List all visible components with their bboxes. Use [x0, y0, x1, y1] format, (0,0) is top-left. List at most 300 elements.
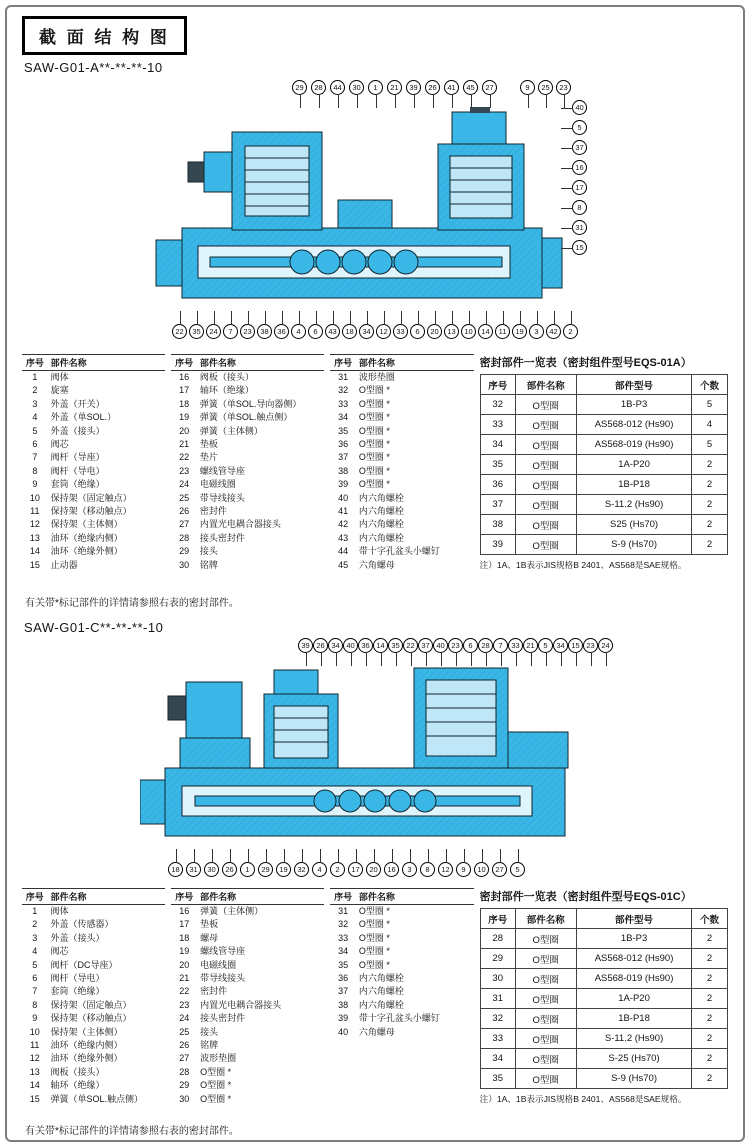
- part-no: 11: [30, 1040, 40, 1051]
- callout-circle: 9: [456, 862, 471, 877]
- parts-row: [171, 1052, 324, 1065]
- seal-part-name: O型圈: [515, 495, 576, 515]
- parts-row: [171, 1026, 324, 1039]
- part-name: 接头密封件: [200, 1013, 246, 1024]
- callout-circle: 21: [523, 638, 538, 653]
- part-name: 内置光电耦合器接头: [200, 999, 282, 1010]
- parts-table-c-col3: [330, 888, 473, 1039]
- valve-cross-section-a-drawing: [152, 106, 567, 341]
- callout-circle: 22: [172, 324, 187, 339]
- parts-row: [171, 451, 324, 464]
- seal-row: [480, 1029, 727, 1049]
- part-name: 波形垫圈: [358, 372, 395, 382]
- callout-circle: 17: [348, 862, 363, 877]
- part-name: 螺母: [200, 932, 219, 943]
- seal-header-cell: 部件型号: [576, 375, 692, 395]
- part-name: 电磁线圈: [199, 479, 236, 490]
- callout-circle: 15: [572, 240, 587, 255]
- seal-table-title-a: 密封部件一览表（密封组件型号EQS-01A）: [479, 357, 692, 369]
- part-no: 16: [179, 372, 190, 382]
- seal-table-a: [480, 374, 728, 555]
- part-no: 15: [29, 1093, 40, 1104]
- parts-row: [171, 945, 324, 958]
- part-no: 37: [338, 986, 349, 997]
- part-name: 阀芯: [50, 946, 69, 957]
- part-no: 12: [29, 519, 40, 530]
- callout-circle: 32: [294, 862, 309, 877]
- part-no: 36: [338, 439, 349, 450]
- callout-circle: 23: [556, 80, 571, 95]
- callout-circle: 30: [204, 862, 219, 877]
- model-label-a: SAW-G01-A**-**-**-10: [24, 60, 163, 75]
- callout-circle: 19: [276, 862, 291, 877]
- part-no: 11: [30, 506, 40, 517]
- part-no: 32: [338, 385, 349, 396]
- part-no: 6: [32, 439, 38, 450]
- part-no: 37: [338, 452, 349, 463]
- part-name: O型圈 *: [358, 439, 390, 450]
- parts-row: [171, 425, 324, 438]
- seal-part-name: O型圈: [515, 535, 576, 555]
- seal-no: 29: [480, 949, 515, 969]
- callout-circle: 42: [546, 324, 561, 339]
- seal-part-name: O型圈: [515, 395, 576, 415]
- seal-no: 32: [480, 395, 515, 415]
- seal-no: 38: [480, 515, 515, 535]
- part-name: 内六角螺栓: [358, 986, 404, 997]
- seal-qty: 2: [692, 1009, 727, 1029]
- seal-no: 35: [480, 1069, 515, 1089]
- parts-row: [22, 1039, 165, 1052]
- part-no: 6: [32, 973, 38, 984]
- parts-row: [22, 985, 165, 998]
- callout-circle: 31: [572, 220, 587, 235]
- part-no: 22: [179, 452, 190, 463]
- parts-row: [330, 1026, 473, 1039]
- part-name: 接头: [200, 1026, 219, 1037]
- part-no: 8: [32, 999, 38, 1010]
- parts-header-no: 序号: [330, 355, 356, 371]
- part-no: 30: [179, 1093, 190, 1104]
- parts-header-name: 部件名称: [48, 355, 166, 371]
- callout-circle: 40: [343, 638, 358, 653]
- seal-part-name: O型圈: [515, 475, 576, 495]
- part-name: 内六角螺栓: [358, 492, 404, 503]
- parts-table-a-col3: [330, 354, 473, 572]
- parts-row: [171, 985, 324, 998]
- part-name: O型圈 *: [200, 1080, 232, 1091]
- part-name: 弹簧（单SOL.触点侧）: [50, 1093, 144, 1104]
- part-name: 阀杆（导座）: [50, 452, 105, 463]
- callout-circle: 17: [572, 180, 587, 195]
- parts-row: [171, 999, 324, 1012]
- part-name: 内置光电耦合器接头: [199, 519, 281, 530]
- callout-circle: 20: [427, 324, 442, 339]
- seal-table-title-c: 密封部件一览表（密封组件型号EQS-01C）: [479, 891, 692, 903]
- part-name: 内六角螺栓: [358, 973, 404, 984]
- parts-row: [22, 425, 165, 438]
- parts-row: [330, 492, 473, 505]
- parts-row: [22, 451, 165, 464]
- callout-circle: 24: [598, 638, 613, 653]
- seal-no: 39: [480, 535, 515, 555]
- part-name: 螺线管导座: [199, 465, 245, 476]
- part-name: 内六角螺栓: [358, 506, 404, 517]
- parts-row: [171, 505, 324, 518]
- parts-row: [330, 945, 473, 958]
- seal-row: [480, 515, 727, 535]
- callout-circle: 34: [328, 638, 343, 653]
- part-name: 旋塞: [50, 385, 69, 396]
- part-no: 23: [179, 465, 190, 476]
- seal-header-cell: 个数: [692, 909, 727, 929]
- seal-row: [480, 395, 727, 415]
- seal-qty: 2: [692, 535, 727, 555]
- part-no: 21: [179, 973, 190, 984]
- parts-row: [22, 905, 165, 919]
- seal-row: [480, 495, 727, 515]
- callout-circle: 2: [563, 324, 578, 339]
- seal-part-name: O型圈: [515, 989, 576, 1009]
- part-no: 45: [338, 559, 349, 570]
- part-no: 14: [29, 546, 40, 557]
- part-no: 32: [338, 919, 349, 930]
- parts-row: [330, 985, 473, 998]
- part-no: 24: [179, 479, 190, 490]
- part-name: O型圈 *: [358, 425, 390, 436]
- seal-qty: 2: [692, 989, 727, 1009]
- part-no: 39: [338, 479, 349, 490]
- part-name: 保持架（主体侧）: [50, 1026, 123, 1037]
- part-no: 38: [338, 465, 349, 476]
- callout-circle: 39: [406, 80, 421, 95]
- callout-circle: 31: [186, 862, 201, 877]
- callout-circle: 15: [568, 638, 583, 653]
- seal-qty: 4: [692, 415, 727, 435]
- part-name: 阀杆（导电）: [50, 973, 105, 984]
- parts-row: [22, 384, 165, 397]
- parts-row: [171, 438, 324, 451]
- seal-row: [480, 415, 727, 435]
- callout-circle: 2: [330, 862, 345, 877]
- parts-row: [171, 492, 324, 505]
- callout-circle: 38: [257, 324, 272, 339]
- seal-row: [480, 929, 727, 949]
- parts-row: [22, 1079, 165, 1092]
- part-name: O型圈 *: [200, 1066, 232, 1077]
- parts-row: [330, 972, 473, 985]
- part-name: O型圈 *: [200, 1093, 232, 1104]
- seal-header-cell: 部件名称: [515, 375, 576, 395]
- part-no: 18: [179, 398, 190, 409]
- part-name: O型圈 *: [358, 465, 390, 476]
- seal-row: [480, 435, 727, 455]
- parts-row: [330, 478, 473, 491]
- part-name: 弹簧（单SOL.触点侧）: [199, 412, 293, 423]
- seal-header-cell: 序号: [480, 375, 515, 395]
- part-no: 26: [179, 506, 190, 517]
- parts-table-c-col1: [22, 888, 165, 1106]
- part-name: 接头密封件: [199, 532, 245, 543]
- part-name: 阀杆（DC导座）: [50, 959, 118, 970]
- callout-circle: 33: [393, 324, 408, 339]
- seal-row: [480, 535, 727, 555]
- part-name: 内六角螺栓: [358, 519, 404, 530]
- parts-row: [22, 411, 165, 424]
- seal-part-name: O型圈: [515, 455, 576, 475]
- seal-part-model: S-11.2 (Hs90): [576, 495, 692, 515]
- callout-circle: 12: [438, 862, 453, 877]
- part-name: 套筒（绝缘）: [50, 986, 105, 997]
- seal-part-model: AS568-012 (Hs90): [576, 949, 692, 969]
- parts-row: [330, 545, 473, 558]
- callout-circle: 18: [342, 324, 357, 339]
- callout-circle: 11: [495, 324, 510, 339]
- part-name: 密封件: [200, 986, 228, 997]
- part-no: 27: [179, 1053, 190, 1064]
- parts-row: [22, 559, 165, 572]
- part-name: 油环（绝缘外侧）: [50, 1053, 123, 1064]
- part-no: 13: [29, 532, 40, 543]
- part-no: 34: [338, 946, 349, 957]
- parts-row: [171, 518, 324, 531]
- part-name: 轴环（绝缘）: [199, 385, 254, 396]
- seal-part-model: S-25 (Hs70): [576, 1049, 692, 1069]
- callout-circle: 18: [168, 862, 183, 877]
- seal-qty: 2: [692, 495, 727, 515]
- callout-circle: 27: [482, 80, 497, 95]
- callout-circle: 43: [325, 324, 340, 339]
- parts-row: [171, 371, 324, 385]
- parts-row: [22, 532, 165, 545]
- parts-row: [171, 1093, 324, 1106]
- callout-circle: 14: [373, 638, 388, 653]
- seal-header-cell: 部件型号: [576, 909, 692, 929]
- seal-part-model: 1B-P3: [576, 395, 692, 415]
- seal-row: [480, 1009, 727, 1029]
- seal-part-name: O型圈: [515, 1069, 576, 1089]
- part-no: 12: [29, 1053, 40, 1064]
- seal-qty: 2: [692, 949, 727, 969]
- valve-cross-section-c-drawing: [140, 662, 590, 874]
- seal-part-name: O型圈: [515, 415, 576, 435]
- page-title: 截 面 结 构 图: [22, 16, 187, 55]
- part-no: 20: [179, 425, 190, 436]
- parts-row: [22, 1012, 165, 1025]
- parts-row: [22, 518, 165, 531]
- parts-header-name: 部件名称: [48, 889, 166, 905]
- seal-part-model: 1B-P18: [576, 475, 692, 495]
- seal-part-name: O型圈: [515, 435, 576, 455]
- part-no: 2: [32, 385, 38, 396]
- part-no: 1: [32, 906, 38, 916]
- callout-circle: 35: [388, 638, 403, 653]
- parts-row: [171, 478, 324, 491]
- seal-part-model: AS568-012 (Hs90): [576, 415, 692, 435]
- parts-row: [171, 1012, 324, 1025]
- part-name: 内六角螺栓: [358, 532, 404, 543]
- seal-part-model: 1A-P20: [576, 989, 692, 1009]
- parts-header-name: 部件名称: [197, 889, 324, 905]
- callout-circle: 6: [308, 324, 323, 339]
- seal-row: [480, 1069, 727, 1089]
- part-no: 35: [338, 425, 349, 436]
- part-name: 保持架（移动触点）: [50, 506, 132, 517]
- parts-row: [171, 1079, 324, 1092]
- callout-circle: 27: [492, 862, 507, 877]
- parts-row: [171, 411, 324, 424]
- parts-row: [171, 465, 324, 478]
- part-no: 28: [179, 532, 190, 543]
- parts-header-no: 序号: [171, 889, 197, 905]
- part-name: O型圈 *: [358, 479, 390, 490]
- parts-table-a-col1: [22, 354, 165, 572]
- seal-qty: 2: [692, 929, 727, 949]
- diagram-a-right-callouts: [572, 100, 587, 255]
- part-no: 1: [32, 372, 38, 382]
- part-name: 保持架（固定触点）: [50, 492, 132, 503]
- seal-part-name: O型圈: [515, 1029, 576, 1049]
- part-name: 阀体: [50, 372, 69, 382]
- part-no: 9: [32, 479, 38, 490]
- parts-row: [22, 972, 165, 985]
- parts-row: [22, 1026, 165, 1039]
- part-name: 套筒（绝缘）: [50, 479, 105, 490]
- parts-row: [22, 918, 165, 931]
- callout-circle: 8: [420, 862, 435, 877]
- part-no: 3: [32, 398, 38, 409]
- parts-row: [171, 918, 324, 931]
- parts-row: [171, 398, 324, 411]
- part-no: 36: [338, 973, 349, 984]
- part-name: 六角螺母: [358, 559, 395, 570]
- tables-row-c: [22, 888, 730, 1106]
- part-name: 电磁线圈: [200, 959, 237, 970]
- part-name: O型圈 *: [358, 932, 390, 943]
- part-name: 阀板（接头）: [50, 1066, 105, 1077]
- callout-circle: 7: [493, 638, 508, 653]
- part-no: 40: [338, 492, 349, 503]
- part-name: 外盖（接头）: [50, 425, 105, 436]
- parts-row: [330, 999, 473, 1012]
- seal-qty: 2: [692, 1049, 727, 1069]
- seal-row: [480, 475, 727, 495]
- seal-no: 33: [480, 415, 515, 435]
- part-name: 止动器: [50, 559, 78, 570]
- seal-part-model: AS568-019 (Hs90): [576, 969, 692, 989]
- parts-header-no: 序号: [22, 355, 48, 371]
- seal-qty: 2: [692, 455, 727, 475]
- callout-circle: 10: [461, 324, 476, 339]
- parts-row: [330, 425, 473, 438]
- part-no: 28: [179, 1066, 190, 1077]
- seal-no: 36: [480, 475, 515, 495]
- diagram-section-c: [0, 638, 750, 884]
- parts-row: [330, 518, 473, 531]
- part-name: 弹簧（主体侧）: [199, 425, 263, 436]
- part-name: O型圈 *: [358, 906, 390, 916]
- part-no: 17: [179, 919, 190, 930]
- parts-row: [330, 905, 473, 919]
- part-name: 接头: [199, 546, 218, 557]
- part-no: 39: [338, 1013, 349, 1024]
- parts-row: [330, 411, 473, 424]
- part-no: 31: [338, 906, 349, 916]
- seal-part-name: O型圈: [515, 929, 576, 949]
- part-no: 7: [32, 452, 38, 463]
- part-name: 阀体: [50, 906, 69, 916]
- part-no: 24: [179, 1013, 190, 1024]
- star-note-a: 有关带*标记部件的详情请参照右表的密封部件。: [25, 598, 239, 609]
- part-no: 3: [32, 932, 38, 943]
- parts-table-c-col2: [171, 888, 324, 1106]
- callout-circle: 3: [529, 324, 544, 339]
- callout-circle: 6: [410, 324, 425, 339]
- part-no: 10: [29, 492, 40, 503]
- seal-no: 34: [480, 1049, 515, 1069]
- parts-row: [330, 438, 473, 451]
- diagram-a-top-callouts: [292, 80, 497, 95]
- callout-circle: 19: [512, 324, 527, 339]
- part-no: 8: [32, 465, 38, 476]
- part-no: 25: [179, 1026, 190, 1037]
- parts-row: [330, 371, 473, 385]
- callout-circle: 24: [206, 324, 221, 339]
- part-name: O型圈 *: [358, 385, 390, 396]
- parts-row: [22, 465, 165, 478]
- seal-part-model: S25 (Hs70): [576, 515, 692, 535]
- diagram-c-bottom-callouts: [168, 862, 525, 877]
- callout-circle: 26: [425, 80, 440, 95]
- callout-circle: 44: [330, 80, 345, 95]
- callout-circle: 28: [478, 638, 493, 653]
- diagram-a-bottom-callouts: [172, 324, 578, 339]
- part-no: 43: [338, 532, 349, 543]
- parts-row: [22, 398, 165, 411]
- part-no: 20: [179, 959, 190, 970]
- part-no: 5: [32, 425, 38, 436]
- callout-circle: 40: [572, 100, 587, 115]
- callout-circle: 16: [572, 160, 587, 175]
- seal-no: 30: [480, 969, 515, 989]
- parts-row: [22, 1052, 165, 1065]
- callout-circle: 33: [508, 638, 523, 653]
- callout-circle: 37: [418, 638, 433, 653]
- part-name: 垫片: [199, 452, 218, 463]
- part-name: 带十字孔盆头小螺钉: [358, 1013, 440, 1024]
- parts-row: [330, 1012, 473, 1025]
- callout-circle: 29: [258, 862, 273, 877]
- callout-circle: 30: [349, 80, 364, 95]
- part-no: 40: [338, 1026, 349, 1037]
- seal-part-model: 1A-P20: [576, 455, 692, 475]
- parts-table-a-col2: [171, 354, 324, 572]
- part-name: O型圈 *: [358, 959, 390, 970]
- seal-qty: 5: [692, 395, 727, 415]
- callout-circle: 14: [478, 324, 493, 339]
- part-name: O型圈 *: [358, 919, 390, 930]
- seal-no: 32: [480, 1009, 515, 1029]
- part-no: 27: [179, 519, 190, 530]
- seal-header-cell: 序号: [480, 909, 515, 929]
- parts-row: [22, 438, 165, 451]
- part-name: 弹簧（单SOL.导向器侧）: [199, 398, 302, 409]
- parts-row: [171, 545, 324, 558]
- part-no: 15: [29, 559, 40, 570]
- seal-qty: 5: [692, 435, 727, 455]
- seal-part-name: O型圈: [515, 949, 576, 969]
- part-no: 23: [179, 999, 190, 1010]
